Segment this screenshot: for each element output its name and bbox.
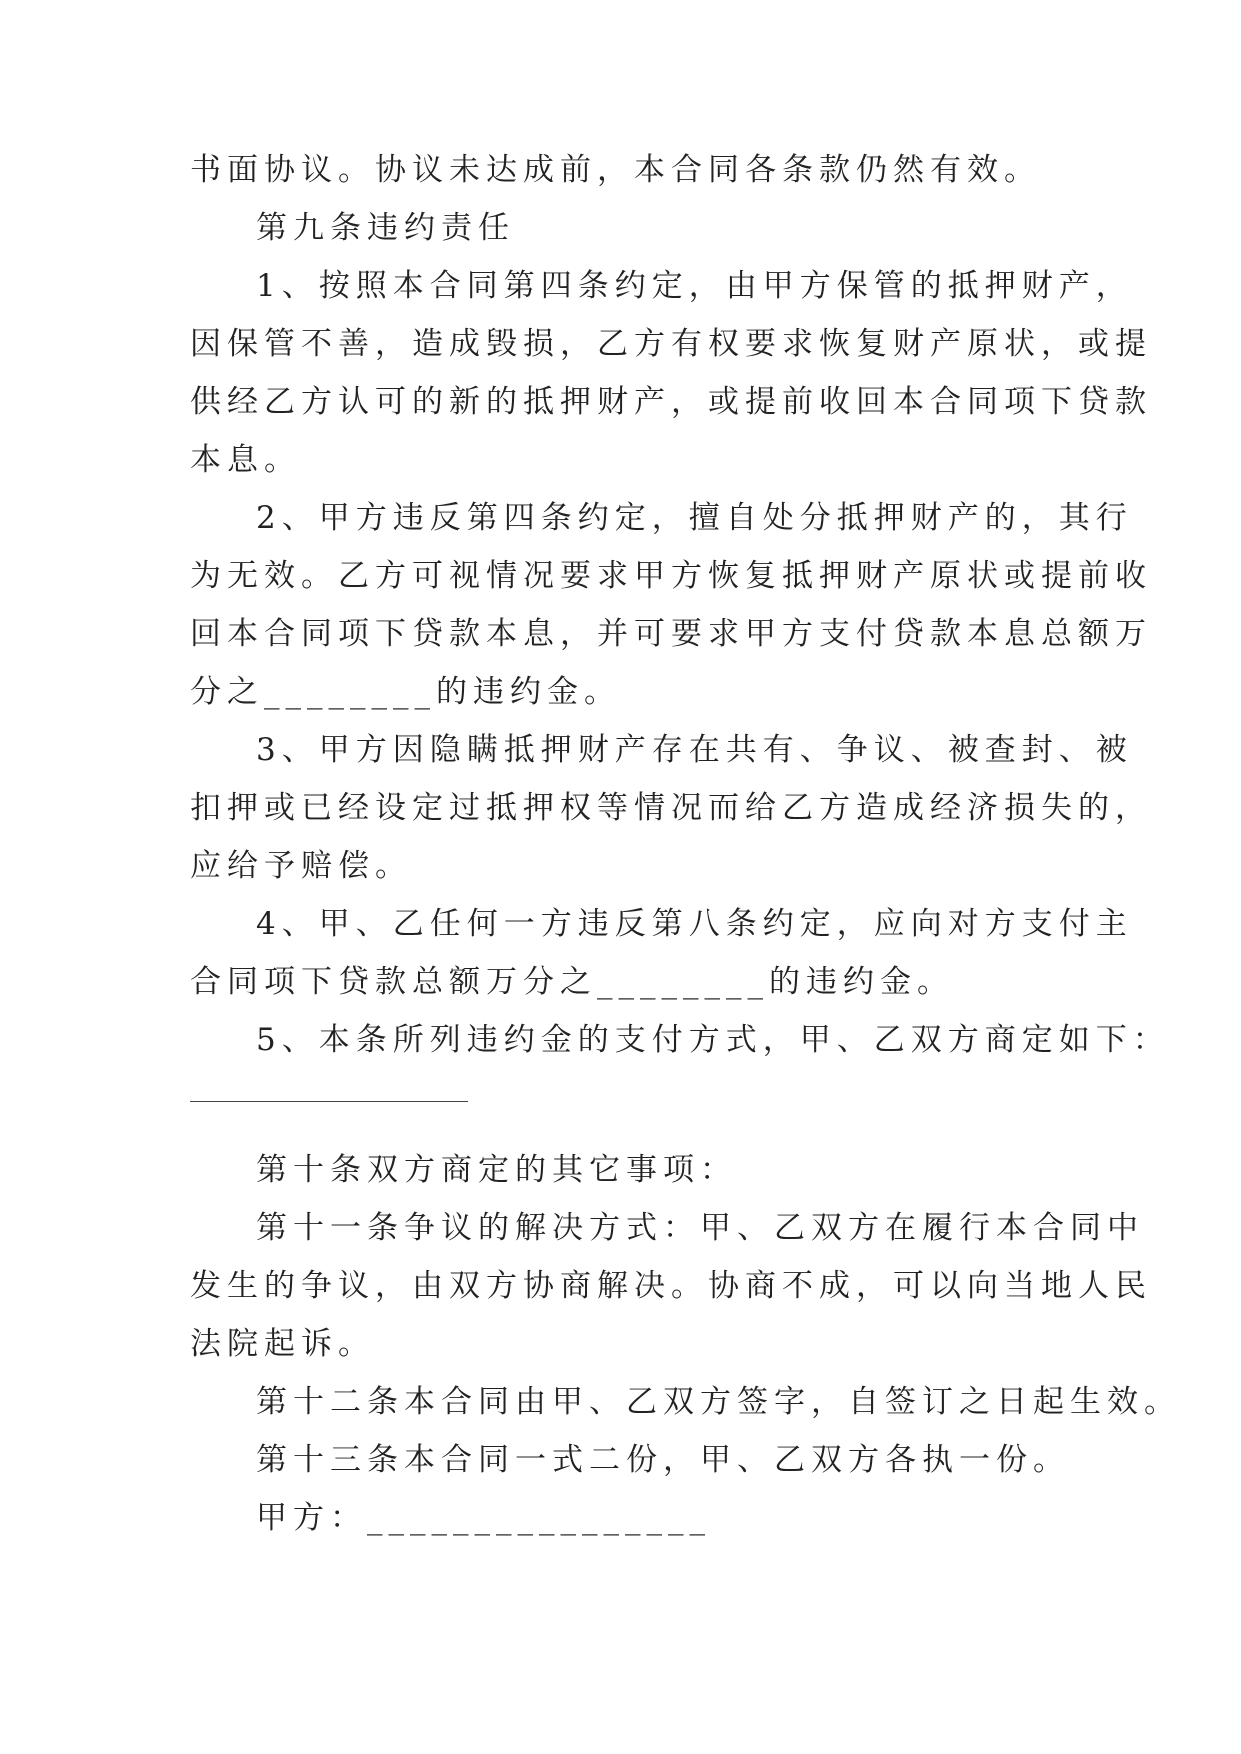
paragraph-line-14: 4、甲、乙任何一方违反第八条约定，应向对方支付主 — [256, 906, 1133, 942]
section-heading-article-10: 第十条双方商定的其它事项： — [256, 1152, 737, 1188]
payment-method-blank-line — [190, 1101, 468, 1102]
section-heading-article-9: 第九条违约责任 — [256, 210, 515, 246]
paragraph-line-11: 3、甲方因隐瞒抵押财产存在共有、争议、被查封、被 — [256, 732, 1133, 768]
paragraph-line-5: 供经乙方认可的新的抵押财产，或提前收回本合同项下贷款 — [190, 384, 1152, 420]
paragraph-line-9: 回本合同项下贷款本息，并可要求甲方支付贷款本息总额万 — [190, 616, 1152, 652]
paragraph-line-19: 发生的争议，由双方协商解决。协商不成，可以向当地人民 — [190, 1268, 1152, 1304]
paragraph-line-7: 2、甲方违反第四条约定，擅自处分抵押财产的，其行 — [256, 500, 1133, 536]
paragraph-line-13: 应给予赔偿。 — [190, 848, 412, 884]
paragraph-line-10: 分之________的违约金。 — [190, 674, 621, 710]
paragraph-line-15: 合同项下贷款总额万分之________的违约金。 — [190, 964, 954, 1000]
paragraph-line-22: 第十三条本合同一式二份，甲、乙双方各执一份。 — [256, 1442, 1070, 1478]
paragraph-line-21: 第十二条本合同由甲、乙双方签字，自签订之日起生效。 — [256, 1384, 1181, 1420]
paragraph-line-1: 书面协议。协议未达成前，本合同各条款仍然有效。 — [190, 152, 1041, 188]
paragraph-line-20: 法院起诉。 — [190, 1326, 375, 1362]
paragraph-line-6: 本息。 — [190, 442, 301, 478]
paragraph-line-18: 第十一条争议的解决方式：甲、乙双方在履行本合同中 — [256, 1210, 1144, 1246]
paragraph-line-8: 为无效。乙方可视情况要求甲方恢复抵押财产原状或提前收 — [190, 558, 1152, 594]
paragraph-line-3: 1、按照本合同第四条约定，由甲方保管的抵押财产， — [256, 268, 1133, 304]
paragraph-line-12: 扣押或已经设定过抵押权等情况而给乙方造成经济损失的， — [190, 790, 1152, 826]
paragraph-line-16: 5、本条所列违约金的支付方式，甲、乙双方商定如下： — [256, 1022, 1170, 1058]
party-a-signature-line: 甲方：________________ — [256, 1500, 711, 1536]
paragraph-line-4: 因保管不善，造成毁损，乙方有权要求恢复财产原状，或提 — [190, 326, 1152, 362]
